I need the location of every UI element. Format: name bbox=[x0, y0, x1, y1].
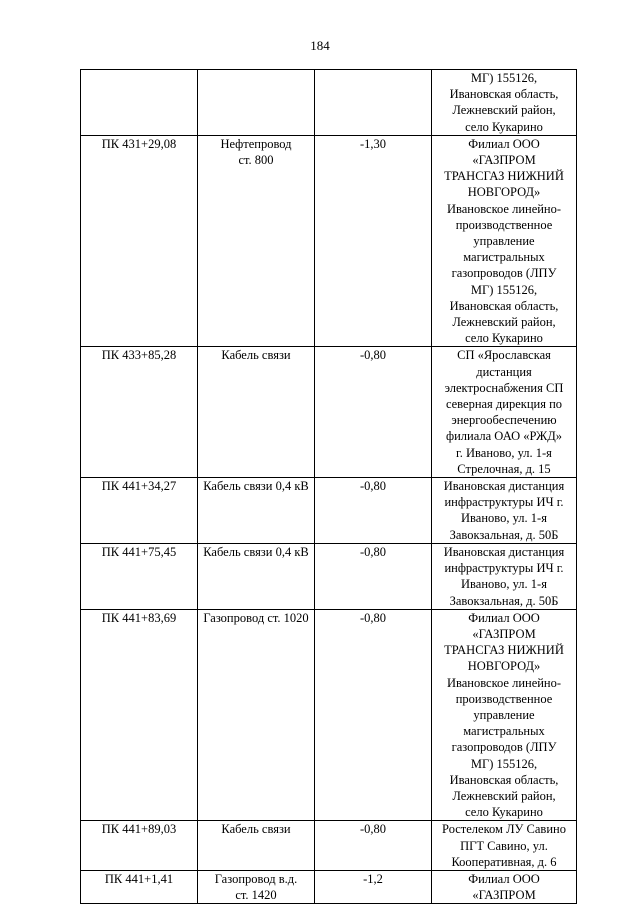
object-line: ст. 800 bbox=[238, 153, 274, 168]
owner-cell bbox=[432, 543, 577, 609]
owner-line: Завокзальная, д. 50Б bbox=[449, 593, 559, 608]
owner-line: электроснабжения СП bbox=[444, 380, 564, 395]
owner-line: газопроводов (ЛПУ bbox=[451, 740, 557, 755]
picket-cell: ПК 441+34,27 bbox=[81, 478, 198, 544]
owner-line: Ростелеком ЛУ Савино bbox=[442, 822, 566, 837]
owner-line: дистанция bbox=[476, 364, 532, 379]
owner-line: магистральных bbox=[463, 250, 545, 265]
owner-line: «ГАЗПРОМ bbox=[472, 626, 536, 641]
picket-cell: ПК 431+29,08 bbox=[81, 135, 198, 347]
page-number: 184 bbox=[310, 38, 330, 53]
owner-line: Филиал ООО bbox=[468, 871, 540, 886]
owner-line: Лежневский район, bbox=[452, 788, 556, 803]
object-cell bbox=[198, 609, 315, 821]
picket-cell: ПК 441+1,41 bbox=[81, 870, 198, 903]
object-cell bbox=[198, 347, 315, 478]
table-row bbox=[81, 478, 577, 544]
owner-line: Завокзальная, д. 50Б bbox=[449, 527, 559, 542]
object-cell bbox=[198, 135, 315, 347]
owner-line: «ГАЗПРОМ bbox=[472, 888, 536, 903]
owner-line: село Кукарино bbox=[465, 119, 543, 134]
object-line: Кабель связи bbox=[221, 822, 291, 837]
object-line: ст. 1420 bbox=[235, 888, 277, 903]
owner-cell bbox=[432, 870, 577, 903]
owner-line: управление bbox=[473, 707, 535, 722]
owner-line: производственное bbox=[455, 217, 553, 232]
owner-line: ТРАНСГАЗ НИЖНИЙ bbox=[444, 643, 564, 658]
owner-line: Ивановская область, bbox=[449, 772, 559, 787]
owner-cell bbox=[432, 478, 577, 544]
depth-cell: -0,80 bbox=[315, 609, 432, 821]
object-cell bbox=[198, 870, 315, 903]
owner-line: МГ) 155126, bbox=[470, 71, 538, 85]
object-line: Кабель связи 0,4 кВ bbox=[203, 544, 309, 559]
picket-cell: ПК 441+75,45 bbox=[81, 543, 198, 609]
depth-cell: -1,30 bbox=[315, 135, 432, 347]
object-line: Газопровод в.д. bbox=[214, 871, 298, 886]
table-row bbox=[81, 543, 577, 609]
owner-line: Ивановская область, bbox=[449, 298, 559, 313]
owner-line: НОВГОРОД» bbox=[467, 659, 541, 674]
table-row bbox=[81, 70, 577, 136]
owner-line: Лежневский район, bbox=[452, 103, 556, 118]
table-row bbox=[81, 135, 577, 347]
owner-line: Иваново, ул. 1-я bbox=[461, 577, 547, 592]
owner-line: г. Иваново, ул. 1-я bbox=[456, 445, 552, 460]
object-cell bbox=[198, 478, 315, 544]
owner-line: магистральных bbox=[463, 724, 545, 739]
owner-line: северная дирекция по bbox=[445, 397, 563, 412]
picket-cell bbox=[81, 70, 198, 136]
depth-cell: -1,2 bbox=[315, 870, 432, 903]
owner-line: Филиал ООО bbox=[468, 136, 540, 151]
owner-line: Ивановская область, bbox=[449, 87, 559, 102]
crossings-table bbox=[80, 69, 577, 904]
object-line: Газопровод ст. 1020 bbox=[203, 610, 309, 625]
owner-line: село Кукарино bbox=[465, 805, 543, 820]
table-body bbox=[81, 70, 577, 904]
object-line: Кабель связи bbox=[221, 348, 291, 363]
owner-line: «ГАЗПРОМ bbox=[472, 153, 536, 168]
picket-cell: ПК 441+89,03 bbox=[81, 821, 198, 871]
owner-line: производственное bbox=[455, 691, 553, 706]
owner-cell bbox=[432, 347, 577, 478]
depth-cell bbox=[315, 70, 432, 136]
owner-line: ТРАНСГАЗ НИЖНИЙ bbox=[444, 169, 564, 184]
owner-cell bbox=[432, 70, 577, 136]
owner-cell bbox=[432, 135, 577, 347]
owner-line: МГ) 155126, bbox=[470, 282, 538, 297]
owner-line: Ивановская дистанция bbox=[443, 479, 565, 494]
picket-cell: ПК 441+83,69 bbox=[81, 609, 198, 821]
object-line: Нефтепровод bbox=[220, 136, 292, 151]
owner-line: Стрелочная, д. 15 bbox=[457, 461, 551, 476]
owner-line: Ивановская дистанция bbox=[443, 544, 565, 559]
owner-line: МГ) 155126, bbox=[470, 756, 538, 771]
picket-cell: ПК 433+85,28 bbox=[81, 347, 198, 478]
object-line: Кабель связи 0,4 кВ bbox=[203, 479, 309, 494]
table-row bbox=[81, 347, 577, 478]
owner-line: Кооперативная, д. 6 bbox=[451, 854, 557, 869]
owner-cell bbox=[432, 821, 577, 871]
owner-line: Лежневский район, bbox=[452, 315, 556, 330]
owner-line: СП «Ярославская bbox=[457, 348, 551, 363]
depth-cell: -0,80 bbox=[315, 821, 432, 871]
owner-line: инфраструктуры ИЧ г. bbox=[444, 561, 564, 576]
owner-line: энергообеспечению bbox=[451, 413, 557, 428]
owner-line: газопроводов (ЛПУ bbox=[451, 266, 557, 281]
owner-line: управление bbox=[473, 234, 535, 249]
owner-line: ПГТ Савино, ул. bbox=[460, 838, 548, 853]
owner-line: Ивановское линейно- bbox=[446, 201, 562, 216]
depth-cell: -0,80 bbox=[315, 543, 432, 609]
object-cell bbox=[198, 70, 315, 136]
owner-line: Филиал ООО bbox=[468, 610, 540, 625]
owner-line: Иваново, ул. 1-я bbox=[461, 511, 547, 526]
table-row bbox=[81, 821, 577, 871]
depth-cell: -0,80 bbox=[315, 347, 432, 478]
owner-line: село Кукарино bbox=[465, 331, 543, 346]
owner-cell bbox=[432, 609, 577, 821]
owner-line: филиала ОАО «РЖД» bbox=[446, 429, 562, 444]
object-cell bbox=[198, 543, 315, 609]
depth-cell: -0,80 bbox=[315, 478, 432, 544]
owner-line: Ивановское линейно- bbox=[446, 675, 562, 690]
owner-line: инфраструктуры ИЧ г. bbox=[444, 495, 564, 510]
owner-line: НОВГОРОД» bbox=[467, 185, 541, 200]
object-cell bbox=[198, 821, 315, 871]
table-row bbox=[81, 609, 577, 821]
table-row bbox=[81, 870, 577, 903]
